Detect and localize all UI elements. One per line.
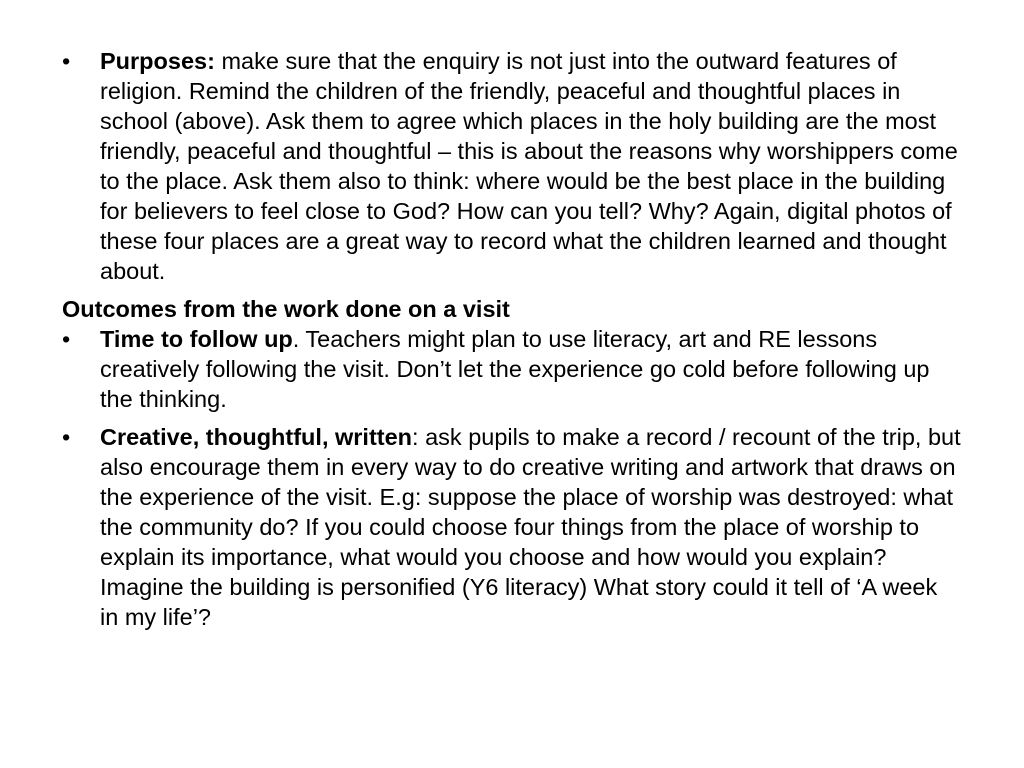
bullet-dot-icon	[62, 324, 100, 354]
bullet-creative-text: : ask pupils to make a record / recount of the trip, but also encourage them in every way to do creative writing and artwork that draws on the experience of the visit. E.g: suppose the place of worship was destroyed: what the community do? If you could choose four things from the place of worship to explain its importance, what would you choose and how would you explain? Imagine the building is personified (Y6 literacy) What story could it tell of ‘A week in my life’?	[100, 424, 961, 630]
spacer	[62, 414, 962, 422]
bullet-dot-icon	[62, 46, 100, 76]
bullet-purposes-heading: Purposes:	[100, 48, 215, 74]
bullet-purposes-text: make sure that the enquiry is not just into the outward features of religion. Remind the children of the friendly, peaceful and thoughtful places in school (above). Ask them to agree which places in the holy building are the most friendly, peaceful and thoughtful – this is about the reasons why worshippers come to the place. Ask them also to think: where would be the best place in the building for believers to feel close to God? How can you tell? Why? Again, digital photos of these four places are a great way to record what the children learned and thought about.	[100, 48, 958, 284]
bullet-follow-up-text: . Teachers might plan to use literacy, art and RE lessons creatively following the visit. Don’t let the experience go cold before following up the thinking.	[100, 326, 930, 412]
bullet-creative	[62, 422, 962, 632]
bullet-time-to-follow-up	[62, 324, 962, 414]
spacer	[62, 286, 962, 294]
bullet-dot-icon	[62, 422, 100, 452]
section-heading: Outcomes from the work done on a visit	[62, 296, 510, 322]
bullet-purposes	[62, 46, 962, 286]
slide-content	[62, 46, 962, 632]
bullet-creative-heading: Creative, thoughtful, written	[100, 424, 413, 450]
bullet-follow-up-heading: Time to follow up	[100, 326, 293, 352]
